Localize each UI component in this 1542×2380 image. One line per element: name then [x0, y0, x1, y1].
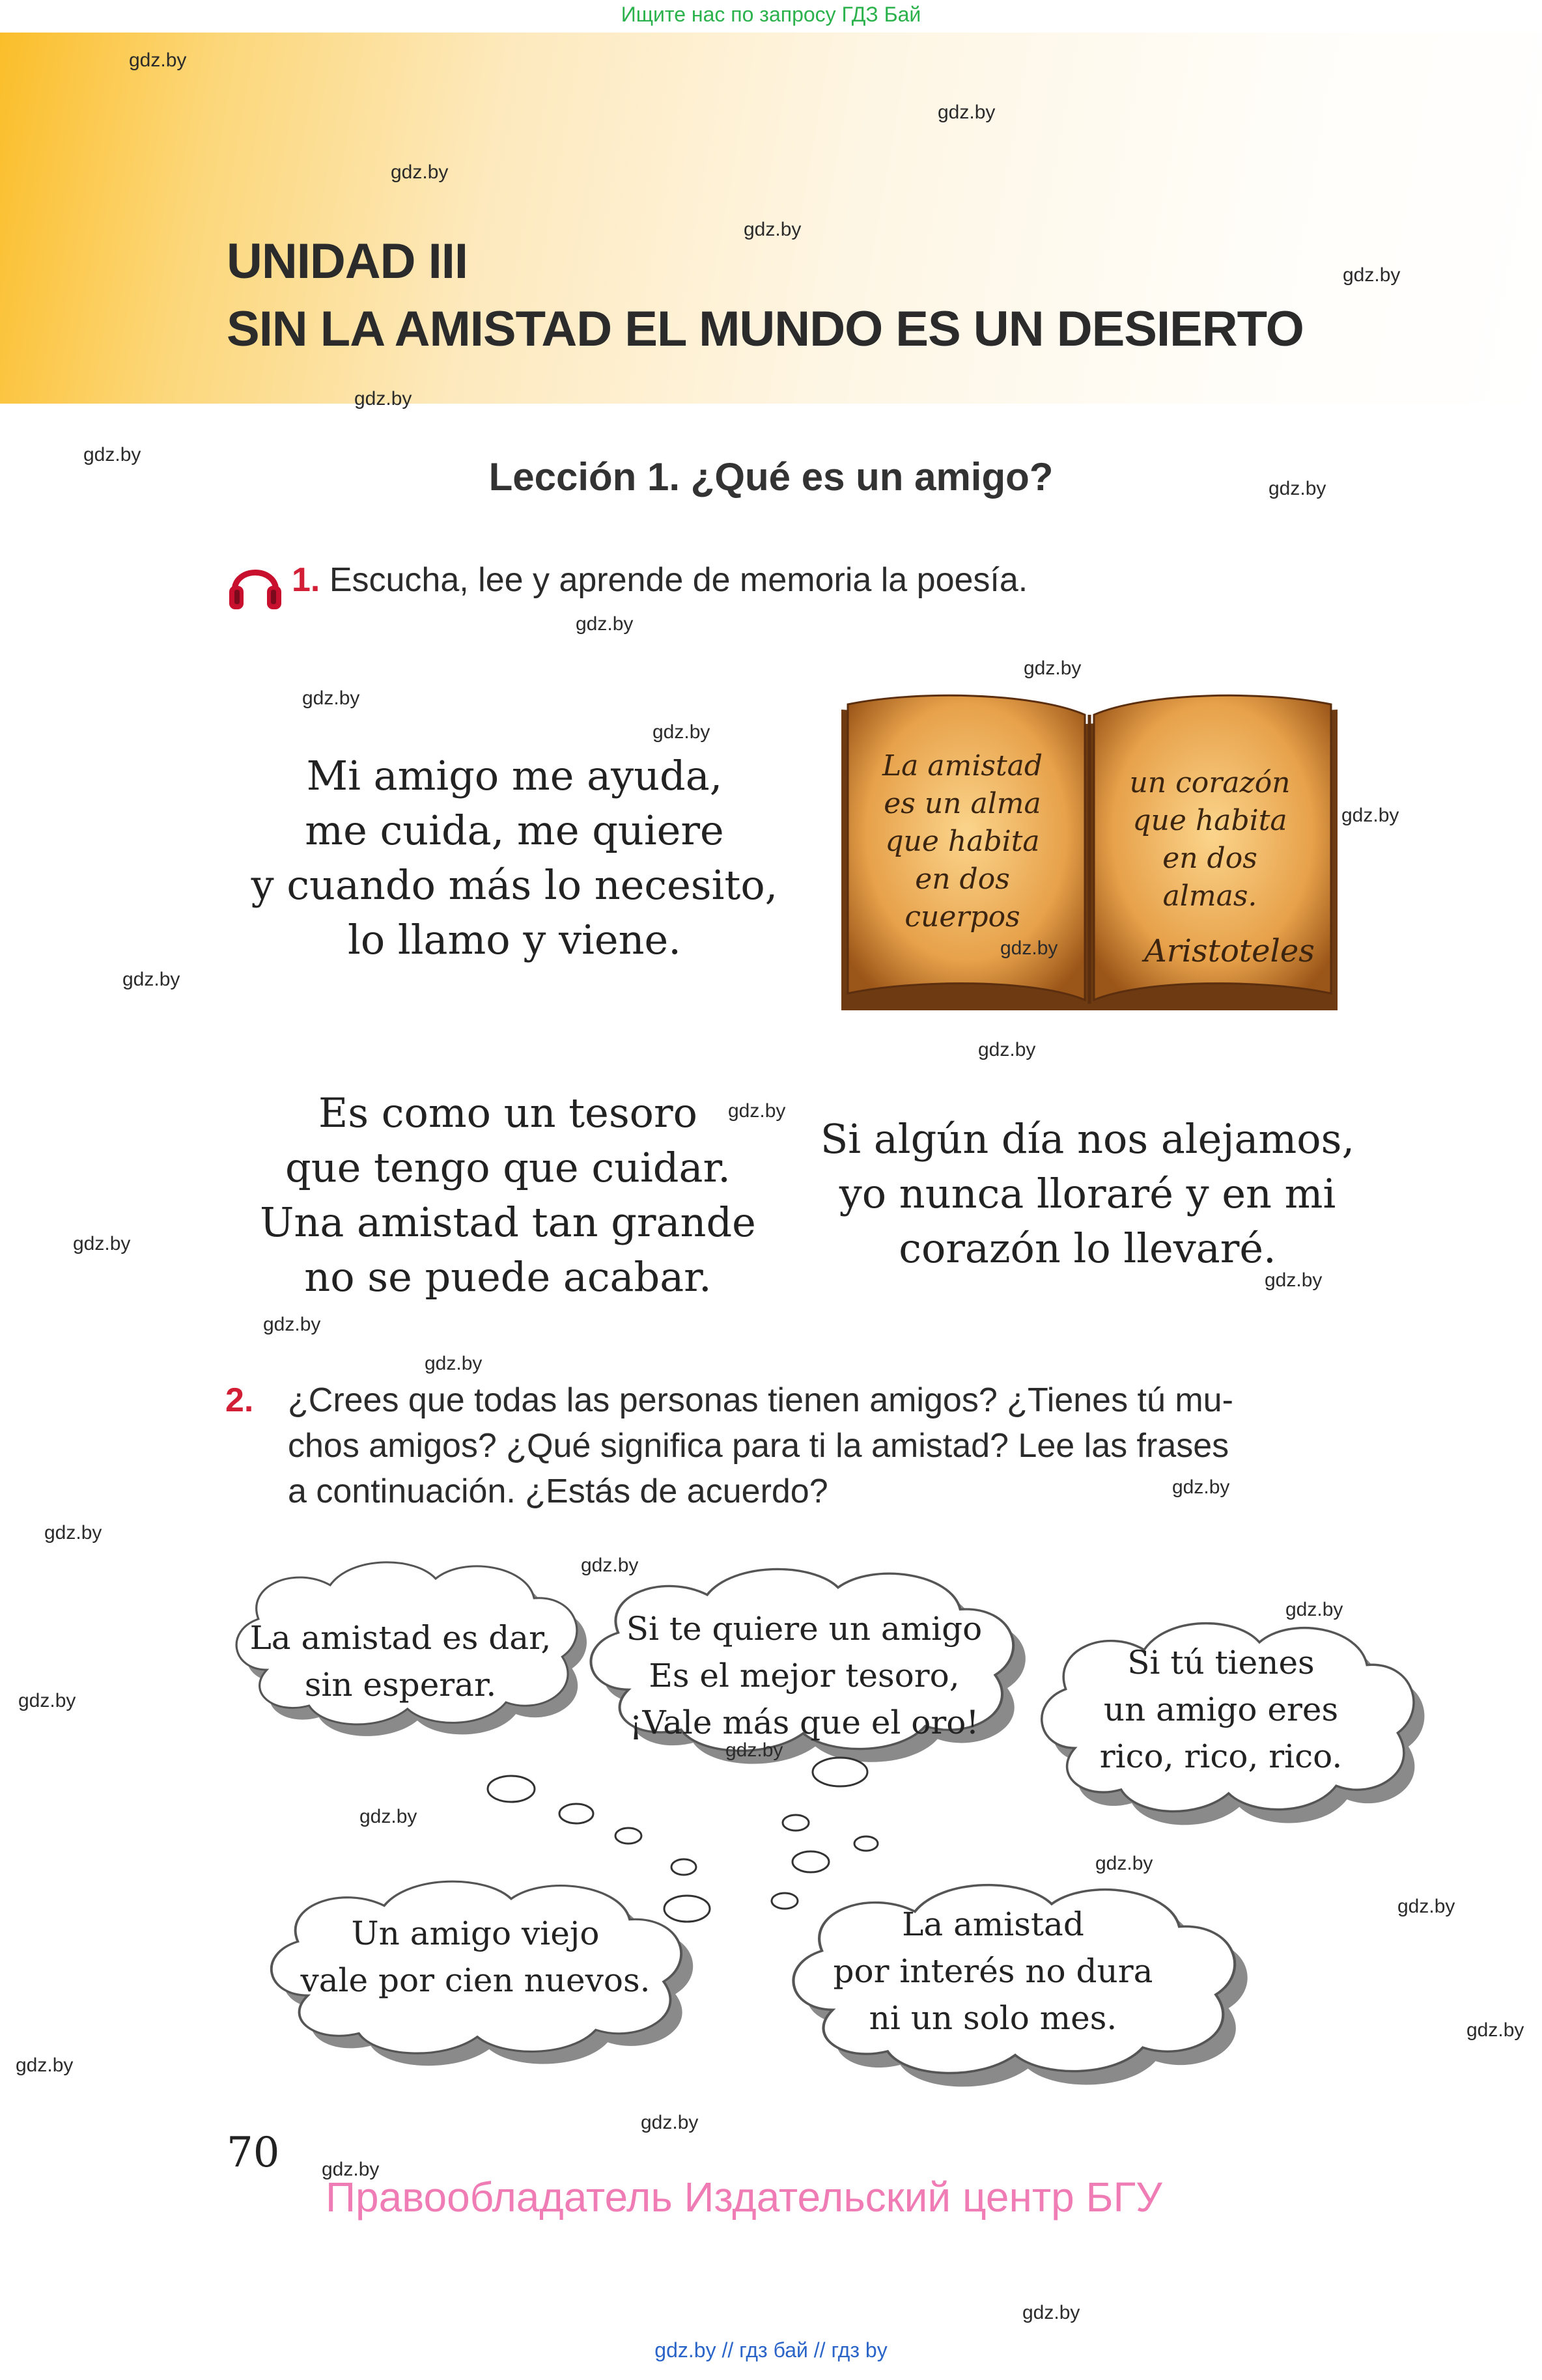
task-2-line: ¿Crees que todas las personas tienen amigos? ¿Tienes tú mu- [288, 1381, 1233, 1419]
watermark: gdz.by [1095, 1853, 1153, 1874]
watermark: gdz.by [354, 388, 412, 409]
book-line: en dos [1162, 842, 1257, 875]
cloud-4 [287, 1910, 664, 2004]
poem-line: Si algún día nos alejamos, [820, 1115, 1355, 1163]
book-line: La amistad [882, 749, 1043, 782]
watermark: gdz.by [1000, 937, 1058, 959]
book-author: Aristoteles [1144, 933, 1315, 969]
watermark: gdz.by [641, 2112, 699, 2133]
watermark: gdz.by [425, 1353, 483, 1374]
watermark: gdz.by [122, 969, 180, 990]
cloud-line: Un amigo viejo [351, 1915, 600, 1952]
task-1-number: 1. [292, 561, 320, 599]
poem-line: que tengo que cuidar. [285, 1144, 731, 1191]
task-1-text: Escucha, lee y aprende de memoria la poesía. [329, 561, 1028, 599]
watermark: gdz.by [1285, 1599, 1343, 1620]
watermark: gdz.by [1024, 657, 1082, 679]
bottom-links[interactable]: gdz.by // гдз бай // гдз by [654, 2338, 888, 2362]
poem-line: lo llamo y viene. [348, 916, 681, 963]
task-2-line: chos amigos? ¿Qué significa para ti la amistad? Lee las frases [288, 1427, 1229, 1465]
cloud-line: La amistad es dar, [249, 1619, 552, 1657]
watermark: gdz.by [16, 2055, 74, 2076]
cloud-line: un amigo eres [1103, 1691, 1339, 1728]
cloud-line: Si te quiere un amigo [626, 1610, 983, 1648]
cloud-line: por interés no dura [833, 1952, 1153, 1990]
watermark: gdz.by [391, 161, 449, 183]
cloud-line: vale por cien nuevos. [300, 1961, 651, 1999]
cloud-3 [1052, 1639, 1390, 1780]
watermark: gdz.by [359, 1806, 417, 1827]
watermark: gdz.by [44, 1522, 102, 1543]
book-line: cuerpos [904, 900, 1020, 934]
unit-number: UNIDAD III [227, 234, 468, 289]
watermark: gdz.by [728, 1100, 786, 1122]
watermark: gdz.by [1022, 2302, 1080, 2323]
book-line: es un alma [884, 787, 1041, 820]
task-2-number: 2. [225, 1381, 254, 1419]
watermark: gdz.by [1269, 478, 1326, 499]
watermark: gdz.by [129, 49, 187, 71]
watermark: gdz.by [938, 102, 996, 123]
watermark: gdz.by [18, 1690, 76, 1711]
watermark: gdz.by [1397, 1896, 1455, 1917]
watermark: gdz.by [978, 1039, 1036, 1060]
watermark: gdz.by [73, 1233, 131, 1254]
watermark: gdz.by [302, 687, 360, 709]
cloud-2 [606, 1605, 1003, 1746]
poem-line: Es como un tesoro [318, 1089, 697, 1137]
watermark: gdz.by [1172, 1476, 1230, 1498]
cloud-line: rico, rico, rico. [1099, 1737, 1343, 1775]
cloud-line: ¡Vale más que el oro! [629, 1704, 979, 1741]
watermark: gdz.by [1466, 2019, 1524, 2041]
poem-line: corazón lo llevaré. [899, 1225, 1276, 1272]
watermark: gdz.by [1341, 805, 1399, 826]
watermark: gdz.by [744, 219, 802, 240]
poem-line: me cuida, me quiere [305, 807, 724, 854]
watermark: gdz.by [322, 2159, 380, 2180]
unit-subtitle: SIN LA AMISTAD EL MUNDO ES UN DESIERTO [227, 301, 1304, 357]
book-line: en dos [915, 863, 1010, 896]
book-line: que habita [885, 825, 1040, 858]
poem-line: no se puede acabar. [304, 1253, 712, 1301]
cloud-line: ni un solo mes. [869, 1999, 1117, 2037]
watermark: gdz.by [1265, 1269, 1323, 1291]
watermark: gdz.by [725, 1739, 783, 1761]
cloud-line: Es el mejor tesoro, [649, 1657, 960, 1695]
page-number: 70 [227, 2129, 280, 2177]
cloud-5 [811, 1901, 1175, 2041]
watermark: gdz.by [652, 721, 710, 743]
cloud-1 [238, 1614, 563, 1708]
book-line: un corazón [1129, 766, 1291, 799]
cloud-line: Si tú tienes [1127, 1644, 1315, 1681]
poem-line: yo nunca lloraré y en mi [839, 1170, 1336, 1217]
task-2-line: a continuación. ¿Estás de acuerdo? [288, 1473, 828, 1510]
book-line: almas. [1162, 879, 1257, 913]
watermark: gdz.by [83, 444, 141, 465]
poem-line: Mi amigo me ayuda, [306, 752, 723, 799]
book-line: que habita [1132, 804, 1287, 837]
poem-line: Una amistad tan grande [260, 1198, 756, 1246]
top-note[interactable]: Ищите нас по запросу ГДЗ Бай [621, 3, 921, 26]
lesson-title: Lección 1. ¿Qué es un amigo? [488, 455, 1054, 499]
copyright-notice: Правообладатель Издательский центр БГУ [326, 2174, 1162, 2221]
poem-line: y cuando más lo necesito, [251, 861, 778, 909]
watermark: gdz.by [581, 1555, 639, 1576]
cloud-line: La amistad [902, 1905, 1084, 1943]
watermark: gdz.by [1343, 264, 1401, 286]
watermark: gdz.by [263, 1314, 321, 1335]
cloud-line: sin esperar. [304, 1666, 497, 1704]
watermark: gdz.by [576, 613, 634, 635]
